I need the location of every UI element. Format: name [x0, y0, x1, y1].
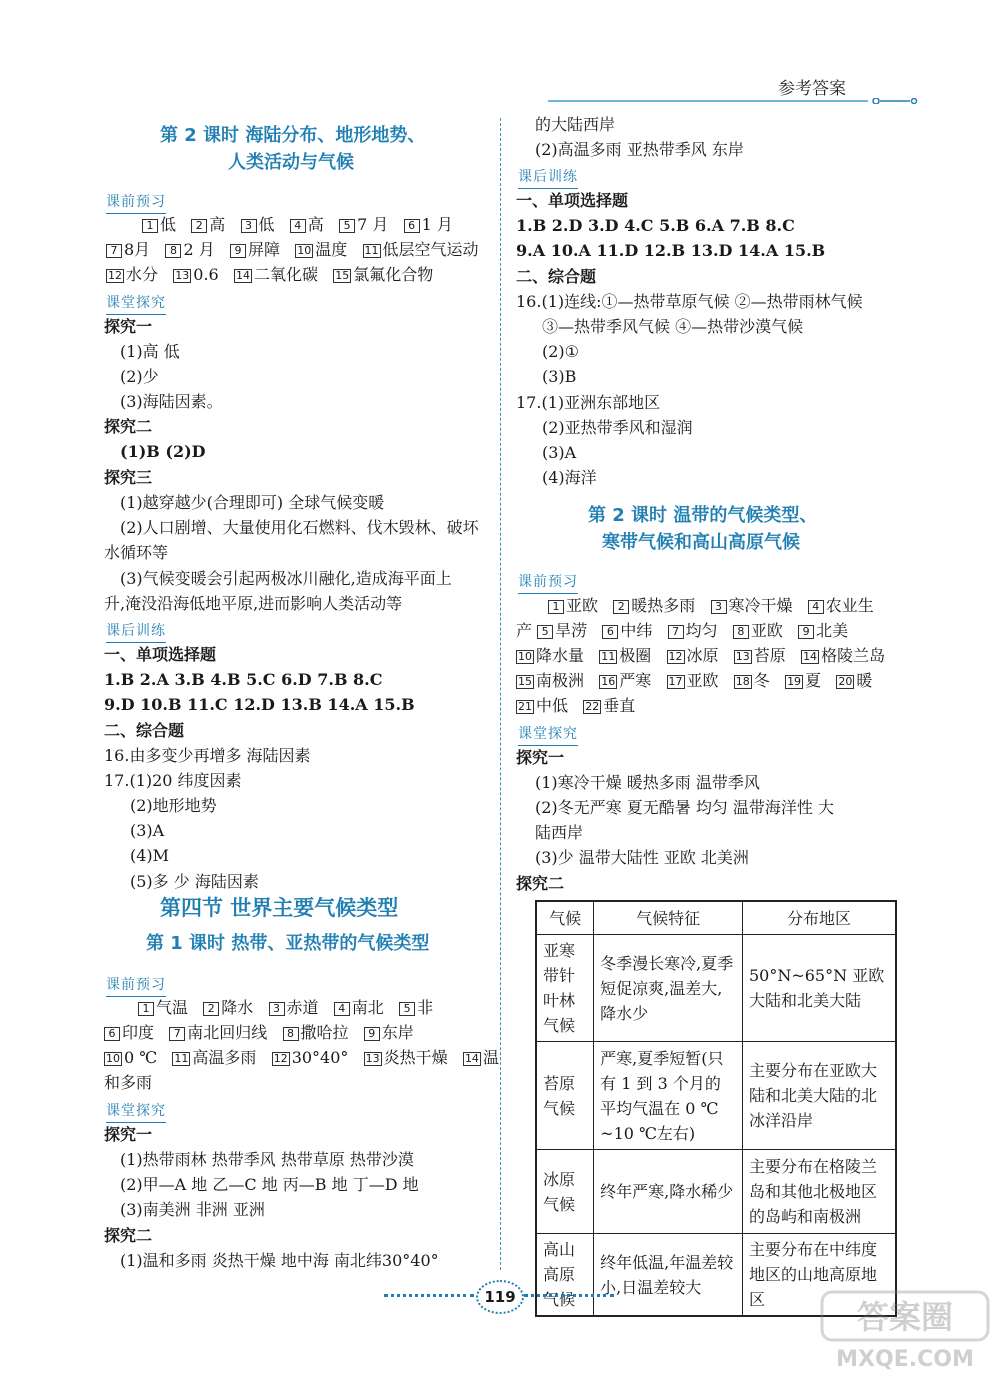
answer-text: 高温多雨	[192, 1048, 272, 1067]
table-cell: 苔原气候	[536, 1042, 594, 1150]
answer-text: 0 ℃	[124, 1048, 173, 1067]
answer-text: 北美	[816, 621, 849, 640]
answer-text: 均匀	[685, 621, 733, 640]
table-cell: 主要分布在格陵兰岛和其他北极地区的岛屿和南极洲	[742, 1150, 896, 1234]
answer-line: (1)越穿越少(合理即可) 全球气候变暖	[120, 493, 385, 512]
preview-row	[516, 671, 872, 691]
answer-text: 二氧化碳	[253, 265, 334, 284]
item-number-box: 11	[364, 244, 379, 257]
page-number-decoration	[384, 1294, 474, 1297]
preview-row	[138, 998, 433, 1018]
answer-text: 严寒	[619, 671, 667, 690]
table-cell: 终年低温,年温差较小,日温差较大	[594, 1234, 743, 1317]
item-number-box: 7	[106, 244, 122, 258]
item-number-box: 6	[602, 625, 618, 639]
lesson-title: 第 2 课时 温带的气候类型、	[588, 505, 818, 526]
preview-row	[104, 1048, 499, 1068]
answer-text: 炎热干燥	[383, 1048, 463, 1067]
answer-text: 温	[482, 1048, 499, 1067]
exploration-heading: 探究三	[104, 468, 153, 487]
question-group-heading: 二、综合题	[104, 721, 185, 740]
item-number-box: 13	[175, 269, 190, 282]
answer-line: (2)人口剧增、大量使用化石燃料、伐木毁林、破坏	[120, 518, 479, 537]
preview-row	[516, 621, 848, 641]
item-number-box: 14	[464, 1052, 479, 1065]
item-number-box: 21	[518, 700, 532, 713]
answer-text: 低	[160, 215, 192, 234]
answer-text: 7 月	[357, 215, 404, 234]
item-number-box: 11	[601, 650, 616, 663]
item-number-box: 17	[668, 675, 683, 688]
preview-row	[142, 215, 453, 235]
answer-text: 冰原	[686, 646, 734, 665]
item-number-box: 7	[668, 625, 684, 639]
item-number-box: 18	[735, 675, 750, 688]
item-number-box: 4	[808, 600, 824, 614]
section-tag: 课后训练	[518, 167, 578, 189]
answer-text: 非	[417, 998, 434, 1017]
answer-text: 极圈	[619, 646, 667, 665]
answer-line: (1)寒冷干燥 暖热多雨 温带季风	[535, 773, 760, 792]
item-number-box: 22	[585, 700, 600, 713]
answer-line: (2)冬无严寒 夏无酷暑 均匀 温带海洋性 大	[535, 798, 835, 817]
answer-text: 东岸	[381, 1023, 414, 1042]
answer-text: 8月	[124, 240, 166, 259]
column-divider	[500, 118, 501, 1270]
item-number-box: 2	[191, 219, 207, 233]
table-header-cell: 分布地区	[742, 901, 896, 935]
item-number-box: 6	[404, 219, 420, 233]
item-number-box: 5	[399, 1002, 415, 1016]
answer-text: 南北回归线	[187, 1023, 283, 1042]
answer-text: 格陵兰岛	[821, 646, 886, 665]
item-number-box: 13	[365, 1052, 380, 1065]
answer-text: 产	[516, 621, 538, 640]
preview-row	[516, 646, 885, 666]
table-row	[536, 1150, 896, 1234]
table-header-row	[536, 901, 896, 935]
item-number-box: 14	[803, 650, 818, 663]
answer-line: 水循环等	[104, 543, 169, 562]
exploration-heading: 探究一	[516, 748, 565, 767]
answer-line: (3)海陆因素。	[120, 392, 223, 411]
item-number-box: 15	[518, 675, 532, 688]
item-number-box: 16	[601, 675, 616, 688]
exploration-heading: 探究一	[104, 317, 153, 336]
answer-line: 1.B 2.A 3.B 4.B 5.C 6.D 7.B 8.C	[104, 670, 383, 689]
section-tag: 课前预习	[106, 192, 166, 214]
answer-text: 夏	[805, 671, 837, 690]
item-number-box: 3	[269, 1002, 285, 1016]
answer-line: 17.(1)亚洲东部地区	[516, 393, 661, 412]
answer-line: (3)B	[542, 367, 577, 386]
answer-line: (2)高温多雨 亚热带季风 东岸	[535, 140, 744, 159]
answer-line: (4)海洋	[542, 468, 597, 487]
item-number-box: 19	[787, 675, 802, 688]
item-number-box: 10	[106, 1052, 120, 1065]
answer-line: 的大陆西岸	[535, 115, 616, 134]
table-cell: 终年严寒,降水稀少	[594, 1150, 743, 1234]
item-number-box: 8	[283, 1027, 299, 1041]
question-group-heading: 一、单项选择题	[104, 645, 217, 664]
answer-text: 水分	[126, 265, 174, 284]
section-tag: 课堂探究	[106, 293, 166, 315]
answer-text: 中低	[536, 696, 584, 715]
answer-text: 寒冷干燥	[728, 596, 808, 615]
section-tag: 课堂探究	[106, 1101, 166, 1123]
item-number-box: 14	[235, 269, 250, 282]
table-row	[536, 1042, 896, 1150]
item-number-box: 5	[537, 625, 553, 639]
lesson-title: 第 1 课时 热带、亚热带的气候类型	[146, 933, 430, 954]
section-tag: 课前预习	[106, 975, 166, 997]
svg-text:MXQE.COM: MXQE.COM	[836, 1347, 974, 1372]
item-number-box: 9	[364, 1027, 380, 1041]
item-number-box: 9	[230, 244, 246, 258]
section-tag: 课前预习	[518, 572, 578, 594]
answer-line: (3)气候变暖会引起两极冰川融化,造成海平面上	[120, 569, 452, 588]
answer-text: 降水量	[536, 646, 600, 665]
answer-text: 30°40°	[291, 1048, 364, 1067]
exploration-heading: 探究二	[104, 417, 153, 436]
header-label: 参考答案	[778, 79, 846, 99]
answer-line: (2)①	[542, 342, 580, 361]
answer-line: (1)高 低	[120, 342, 180, 361]
answer-text: 中纬	[620, 621, 668, 640]
item-number-box: 3	[241, 219, 257, 233]
item-number-box: 1	[138, 1002, 154, 1016]
item-number-box: 20	[838, 675, 853, 688]
answer-line: (1)温和多雨 炎热干燥 地中海 南北纬30°40°	[120, 1251, 439, 1270]
answer-text: 屏障	[247, 240, 296, 259]
answer-text: 冬	[753, 671, 786, 690]
answer-line: 9.A 10.A 11.D 12.B 13.D 14.A 15.B	[516, 241, 826, 260]
item-number-box: 9	[798, 625, 814, 639]
item-number-box: 3	[711, 600, 727, 614]
answer-text: 低	[258, 215, 290, 234]
answer-line: (4)M	[130, 846, 170, 865]
answer-line: (5)多 少 海陆因素	[130, 872, 259, 891]
table-cell: 主要分布在中纬度地区的山地高原地区	[742, 1234, 896, 1317]
answer-text: 旱涝	[555, 621, 603, 640]
answer-text: 亚欧	[686, 671, 734, 690]
answer-text: 苔原	[753, 646, 802, 665]
answer-line: ③—热带季风气候 ④—热带沙漠气候	[542, 317, 804, 336]
answer-text: 暖	[856, 671, 873, 690]
page-number-decoration	[524, 1294, 614, 1297]
preview-row	[106, 265, 433, 285]
answer-text: 农业生	[825, 596, 874, 615]
question-group-heading: 一、单项选择题	[516, 191, 629, 210]
item-number-box: 1	[548, 600, 564, 614]
item-number-box: 8	[733, 625, 749, 639]
answer-line: (2)少	[120, 367, 159, 386]
table-cell: 冬季漫长寒冷,夏季短促凉爽,温差大,降水少	[594, 935, 743, 1042]
exploration-heading: 探究二	[104, 1226, 153, 1245]
answer-line: 升,淹没沿海低地平原,进而影响人类活动等	[104, 594, 403, 613]
answer-text: 温度	[315, 240, 363, 259]
answer-text: 低层空气运动	[382, 240, 479, 259]
answer-line: (3)少 温带大陆性 亚欧 北美洲	[535, 848, 749, 867]
answer-text: 暖热多雨	[631, 596, 711, 615]
item-number-box: 10	[297, 244, 312, 257]
answer-line: 1.B 2.D 3.D 4.C 5.B 6.A 7.B 8.C	[516, 216, 795, 235]
table-row	[536, 935, 896, 1042]
answer-line: (3)南美洲 非洲 亚洲	[120, 1200, 265, 1219]
answer-line: (2)地形地势	[130, 796, 217, 815]
table-cell: 冰原气候	[536, 1150, 594, 1234]
answer-text: 赤道	[286, 998, 334, 1017]
answer-line: (3)A	[130, 821, 165, 840]
answer-text: 高	[209, 215, 241, 234]
question-group-heading: 二、综合题	[516, 267, 597, 286]
answer-line: 17.(1)20 纬度因素	[104, 771, 242, 790]
answer-line: (1)B (2)D	[120, 442, 206, 461]
answer-text: 南北	[351, 998, 400, 1017]
header-decoration	[548, 98, 918, 104]
answer-text: 气温	[156, 998, 204, 1017]
answer-text: 2 月	[183, 240, 230, 259]
table-cell: 亚寒带针叶林气候	[536, 935, 594, 1042]
item-number-box: 15	[335, 269, 350, 282]
item-number-box: 5	[339, 219, 355, 233]
answer-text: 亚欧	[750, 621, 799, 640]
preview-row: 和多雨	[104, 1073, 153, 1092]
item-number-box: 12	[668, 650, 683, 663]
answer-line: 16.(1)连线:①—热带草原气候 ②—热带雨林气候	[516, 292, 863, 311]
watermark-logo	[820, 1290, 990, 1372]
answer-text: 1 月	[421, 215, 453, 234]
item-number-box: 10	[518, 650, 532, 663]
table-header-cell: 气候特征	[594, 901, 743, 935]
page-number: 119	[476, 1280, 524, 1314]
answer-line: (2)甲—A 地 乙—C 地 丙—B 地 丁—D 地	[120, 1175, 419, 1194]
preview-row	[548, 596, 874, 616]
preview-row	[104, 1023, 414, 1043]
item-number-box: 13	[735, 650, 750, 663]
answer-text: 亚欧	[566, 596, 614, 615]
item-number-box: 11	[174, 1052, 189, 1065]
lesson-title-2: 寒带气候和高山高原气候	[602, 532, 800, 553]
answer-text: 降水	[221, 998, 269, 1017]
answer-text: 高	[307, 215, 340, 234]
exploration-heading: 探究二	[516, 874, 565, 893]
svg-text:答案圈: 答案圈	[856, 1298, 954, 1336]
answer-line: 陆西岸	[535, 823, 584, 842]
answer-text: 撒哈拉	[300, 1023, 364, 1042]
answer-line: (3)A	[542, 443, 577, 462]
preview-row	[516, 696, 635, 716]
item-number-box: 2	[613, 600, 629, 614]
table-header-cell: 气候	[536, 901, 594, 935]
section-tag: 课后训练	[106, 621, 166, 643]
climate-table	[535, 900, 897, 1317]
table-cell: 严寒,夏季短暂(只有 1 到 3 个月的平均气温在 0 ℃ ~10 ℃左右)	[594, 1042, 743, 1150]
exploration-heading: 探究一	[104, 1125, 153, 1144]
answer-line: 9.D 10.B 11.C 12.D 13.B 14.A 15.B	[104, 695, 415, 714]
answer-text: 垂直	[603, 696, 636, 715]
item-number-box: 6	[104, 1027, 120, 1041]
preview-row	[106, 240, 479, 260]
table-cell: 主要分布在亚欧大陆和北美大陆的北冰洋沿岸	[742, 1042, 896, 1150]
answer-line: 16.由多变少再增多 海陆因素	[104, 746, 311, 765]
lesson-title: 第 2 课时 海陆分布、地形地势、	[160, 125, 426, 146]
item-number-box: 7	[169, 1027, 185, 1041]
section-tag: 课堂探究	[518, 724, 578, 746]
item-number-box: 12	[108, 269, 122, 282]
item-number-box: 1	[142, 219, 158, 233]
item-number-box: 4	[334, 1002, 350, 1016]
section-title: 第四节 世界主要气候类型	[160, 896, 399, 920]
lesson-title-2: 人类活动与气候	[228, 152, 354, 173]
answer-text: 南极洲	[536, 671, 600, 690]
answer-line: (2)亚热带季风和湿润	[542, 418, 693, 437]
answer-text: 0.6	[193, 265, 234, 284]
item-number-box: 2	[203, 1002, 219, 1016]
table-cell: 50°N~65°N 亚欧大陆和北美大陆	[742, 935, 896, 1042]
answer-text: 氯氟化合物	[353, 265, 434, 284]
answer-text: 印度	[122, 1023, 170, 1042]
table-cell: 高山高原气候	[536, 1234, 594, 1317]
answer-line: (1)热带雨林 热带季风 热带草原 热带沙漠	[120, 1150, 414, 1169]
item-number-box: 4	[290, 219, 306, 233]
item-number-box: 12	[273, 1052, 288, 1065]
item-number-box: 8	[165, 244, 181, 258]
